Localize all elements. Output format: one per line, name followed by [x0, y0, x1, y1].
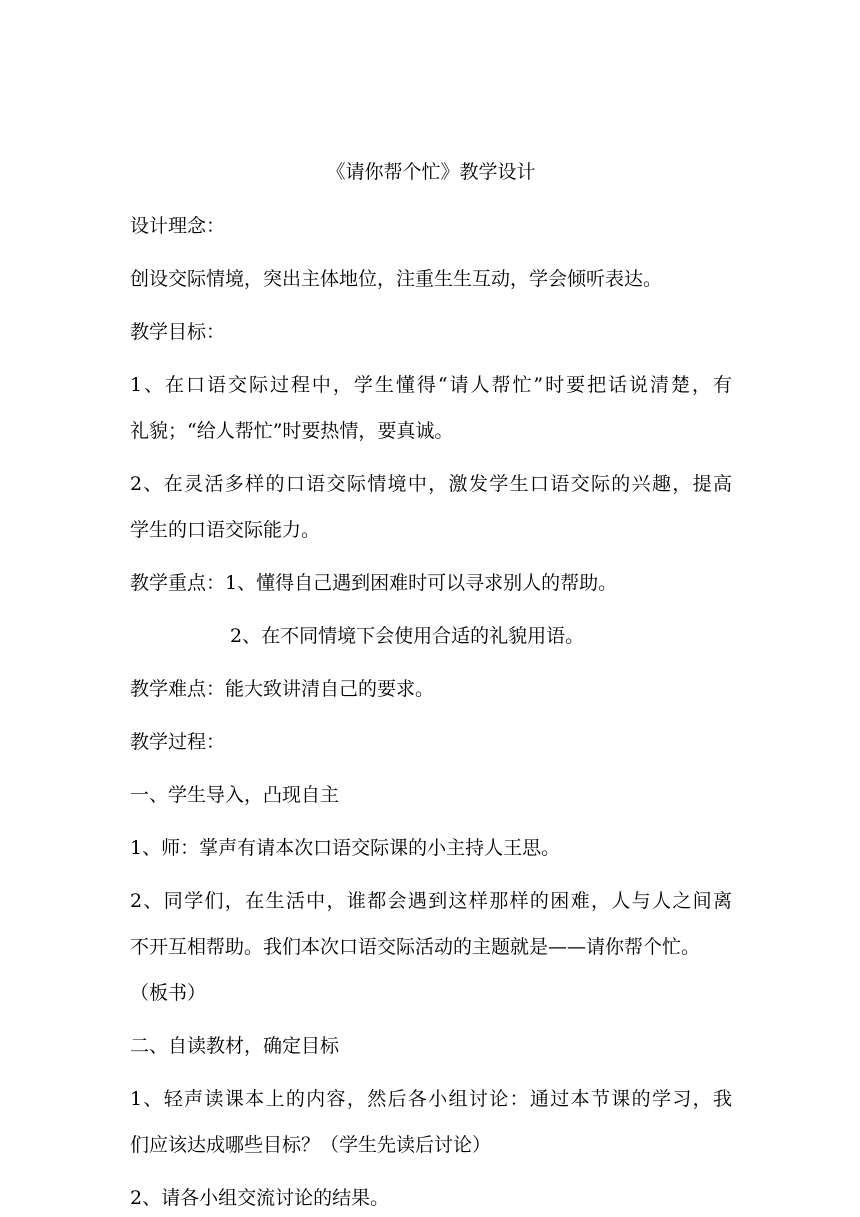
paragraph-goal-2-line-1: 2、在灵活多样的口语交际情境中，激发学生口语交际的兴趣，提高 — [130, 473, 732, 495]
paragraph-step-1-1: 1、师：掌声有请本次口语交际课的小主持人王思。 — [130, 837, 561, 859]
paragraph-goal-1-line-2: 礼貌；“给人帮忙”时要热情，要真诚。 — [130, 420, 454, 442]
paragraph-step-1-2-line-2: 不开互相帮助。我们本次口语交际活动的主题就是——请你帮个忙。 — [130, 936, 701, 958]
paragraph-step-2-1-line-2: 们应该达成哪些目标？（学生先读后讨论） — [130, 1134, 492, 1156]
heading-design-concept: 设计理念： — [130, 215, 226, 237]
paragraph-goal-2-line-2: 学生的口语交际能力。 — [130, 519, 321, 541]
paragraph-step-1-2-line-3: （板书） — [130, 982, 207, 1004]
document-page — [130, 153, 732, 1217]
heading-teaching-goals: 教学目标： — [130, 321, 226, 343]
paragraph-difficulty: 教学难点：能大致讲清自己的要求。 — [130, 678, 435, 700]
paragraph-key-point-1: 教学重点：1、懂得自己遇到困难时可以寻求别人的帮助。 — [130, 572, 618, 594]
paragraph-goal-1-line-1: 1、在口语交际过程中，学生懂得“请人帮忙”时要把话说清楚，有 — [130, 374, 732, 396]
paragraph-design-concept: 创设交际情境，突出主体地位，注重生生互动，学会倾听表达。 — [130, 268, 663, 290]
paragraph-step-1-2-line-1: 2、同学们，在生活中，谁都会遇到这样那样的困难，人与人之间离 — [130, 890, 732, 912]
section-heading-1: 一、学生导入，凸现自主 — [130, 784, 340, 806]
heading-teaching-process: 教学过程： — [130, 731, 226, 753]
paragraph-key-point-2: 2、在不同情境下会使用合适的礼貌用语。 — [230, 625, 585, 647]
section-heading-2: 二、自读教材，确定目标 — [130, 1035, 340, 1057]
document-title: 《请你帮个忙》教学设计 — [326, 161, 536, 183]
paragraph-step-2-1-line-1: 1、轻声读课本上的内容，然后各小组讨论：通过本节课的学习，我 — [130, 1088, 732, 1110]
paragraph-step-2-2: 2、请各小组交流讨论的结果。 — [130, 1187, 390, 1209]
